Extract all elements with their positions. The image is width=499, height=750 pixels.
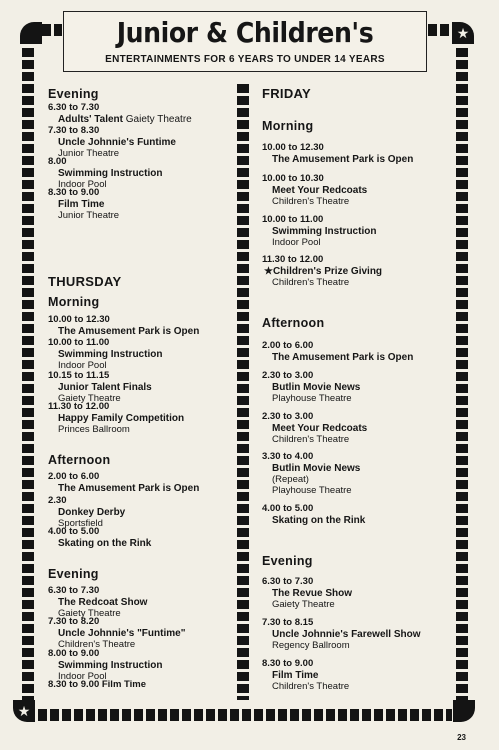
item-venue: Sportsfield <box>58 518 103 529</box>
item-time: 2.00 to 6.00 <box>262 340 314 351</box>
list-item <box>262 617 452 651</box>
item-time: 10.00 to 12.30 <box>48 314 110 325</box>
item-time: 8.30 to 9.00 <box>262 658 314 669</box>
item-venue: Children's Theatre <box>58 639 136 650</box>
item-venue: Gaiety Theatre <box>272 599 335 610</box>
item-time: 10.00 to 12.30 <box>262 142 324 153</box>
item-venue: Gaiety Theatre <box>125 113 192 125</box>
list-item <box>48 401 228 435</box>
item-event: Film Time <box>58 198 105 210</box>
item-time: 6.30 to 7.30 <box>48 585 100 596</box>
item-event: Swimming Instruction <box>272 225 377 237</box>
item-time: 8.30 to 9.00 <box>48 187 100 198</box>
item-venue: Princes Ballroom <box>58 424 130 435</box>
item-venue: Junior Theatre <box>58 210 120 221</box>
item-event: Happy Family Competition <box>58 412 185 424</box>
corner-ornament-bottom-right <box>453 700 475 722</box>
item-time: 6.30 to 7.30 <box>48 102 100 113</box>
item-venue: Indoor Pool <box>58 671 107 682</box>
item-event: Donkey Derby <box>58 506 126 518</box>
list-item <box>48 314 228 337</box>
item-time: 2.30 to 3.00 <box>262 411 314 422</box>
list-item <box>262 658 452 692</box>
item-time: 2.30 to 3.00 <box>262 370 314 381</box>
section-heading: Morning <box>48 295 100 309</box>
list-item <box>48 370 228 404</box>
item-event: The Amusement Park is Open <box>58 482 200 494</box>
top-border-right <box>428 24 452 36</box>
item-venue: Children's Theatre <box>272 196 350 207</box>
item-time: 11.30 to 12.00 <box>262 254 324 265</box>
item-event: Swimming Instruction <box>58 167 163 179</box>
item-event: Uncle Johnnie's Funtime <box>58 136 176 148</box>
item-venue: Children's Theatre <box>272 277 350 288</box>
list-item <box>48 585 228 619</box>
item-time: 7.30 to 8.15 <box>262 617 314 628</box>
corner-star-top-right <box>452 22 474 44</box>
item-time: 7.30 to 8.30 <box>48 125 100 136</box>
item-venue: Indoor Pool <box>58 360 107 371</box>
corner-ornament-top-left <box>20 22 42 44</box>
list-item <box>48 337 228 371</box>
section-heading: Evening <box>48 567 99 581</box>
top-border-left <box>42 24 62 36</box>
item-time: 10.00 to 11.00 <box>48 337 110 348</box>
item-event: Meet Your Redcoats <box>272 184 368 196</box>
item-venue: Indoor Pool <box>58 179 107 190</box>
list-item <box>48 102 228 125</box>
list-item <box>48 616 228 650</box>
item-venue: Children's Theatre <box>272 681 350 692</box>
day-heading-thursday: THURSDAY <box>48 274 122 289</box>
item-event: Swimming Instruction <box>58 659 163 671</box>
item-event: Skating on the Rink <box>272 514 366 526</box>
list-item <box>48 495 228 529</box>
item-time: 8.30 to 9.00 Film Time <box>48 679 147 690</box>
day-heading-friday: FRIDAY <box>262 86 311 101</box>
item-venue: Gaiety Theatre <box>58 393 121 404</box>
list-item <box>262 340 452 363</box>
item-time: 10.15 to 11.15 <box>48 370 110 381</box>
item-event: Film Time <box>272 669 319 681</box>
section-heading: Afternoon <box>262 316 325 330</box>
item-venue: Children's Theatre <box>272 434 350 445</box>
list-item <box>262 503 452 526</box>
item-event: Swimming Instruction <box>58 348 163 360</box>
title-box <box>63 11 427 72</box>
list-item <box>262 576 452 610</box>
corner-star-bottom-left <box>13 700 35 722</box>
star-icon: ★ <box>17 703 31 719</box>
item-event: Butlin Movie News <box>272 381 361 393</box>
item-time: 6.30 to 7.30 <box>262 576 314 587</box>
item-time: 8.00 <box>48 156 67 167</box>
item-event: Butlin Movie News <box>272 462 361 474</box>
item-time: 7.30 to 8.20 <box>48 616 100 627</box>
item-venue: Indoor Pool <box>272 237 321 248</box>
item-event: Meet Your Redcoats <box>272 422 368 434</box>
list-item <box>262 142 452 165</box>
list-item <box>262 254 452 288</box>
list-item <box>48 187 228 221</box>
right-border <box>456 48 468 700</box>
item-venue: Playhouse Theatre <box>272 393 352 404</box>
section-heading: Evening <box>262 554 313 568</box>
item-time: 3.30 to 4.00 <box>262 451 314 462</box>
list-item <box>48 471 228 494</box>
item-time: 4.00 to 5.00 <box>262 503 314 514</box>
item-time: 10.00 to 11.00 <box>262 214 324 225</box>
item-event: The Amusement Park is Open <box>272 153 414 165</box>
item-venue: (Repeat) <box>272 474 309 485</box>
bottom-border <box>38 709 452 721</box>
item-time: 2.00 to 6.00 <box>48 471 100 482</box>
list-item <box>48 156 228 190</box>
list-item <box>262 214 452 248</box>
section-heading: Morning <box>262 119 314 133</box>
section-heading: Afternoon <box>48 453 111 467</box>
page-title: Junior & Children's <box>116 16 374 49</box>
item-event: Junior Talent Finals <box>58 381 152 393</box>
list-item <box>48 125 228 159</box>
item-event: The Revue Show <box>272 587 353 599</box>
item-event: The Amusement Park is Open <box>58 325 200 337</box>
list-item <box>48 526 228 549</box>
item-time: 11.30 to 12.00 <box>48 401 110 412</box>
page-number: 23 <box>457 733 466 742</box>
item-venue: Playhouse Theatre <box>272 485 352 496</box>
list-item <box>262 370 452 404</box>
item-event: The Redcoat Show <box>58 596 148 608</box>
list-item <box>48 648 228 682</box>
item-time: 4.00 to 5.00 <box>48 526 100 537</box>
item-event: Adults' Talent <box>58 113 123 125</box>
item-venue: Junior Theatre <box>58 148 120 159</box>
left-border <box>22 48 34 700</box>
page-subtitle: ENTERTAINMENTS FOR 6 YEARS TO UNDER 14 YEARS <box>105 54 385 65</box>
item-event: Uncle Johnnie's Farewell Show <box>272 628 421 640</box>
item-event: The Amusement Park is Open <box>272 351 414 363</box>
item-time: 10.00 to 10.30 <box>262 173 324 184</box>
item-time: 2.30 <box>48 495 67 506</box>
item-venue: Gaiety Theatre <box>58 608 121 619</box>
item-event: Skating on the Rink <box>58 537 152 549</box>
item-event: ★Children's Prize Giving <box>264 265 383 277</box>
list-item <box>48 679 228 691</box>
list-item <box>262 173 452 207</box>
star-icon: ★ <box>456 25 470 41</box>
item-venue: Regency Ballroom <box>272 640 350 651</box>
list-item <box>262 411 452 445</box>
item-time: 8.00 to 9.00 <box>48 648 100 659</box>
item-event: Uncle Johnnie's "Funtime" <box>58 627 186 639</box>
center-divider <box>237 84 249 700</box>
list-item <box>262 451 452 496</box>
section-heading: Evening <box>48 87 99 101</box>
